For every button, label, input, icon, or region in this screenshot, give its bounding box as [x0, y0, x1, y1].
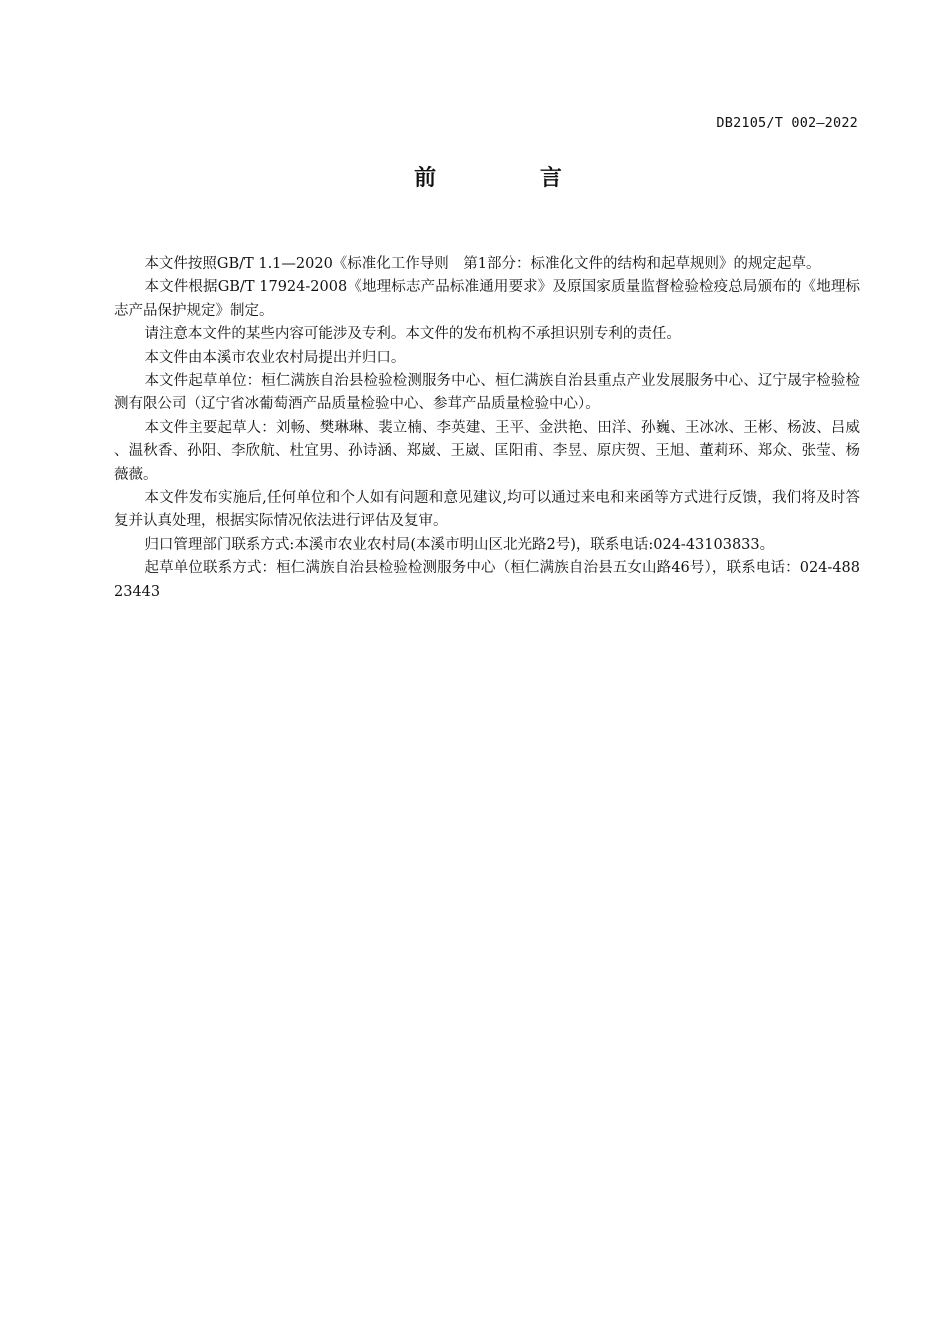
paragraph-drafting-units: 本文件起草单位：桓仁满族自治县检验检测服务中心、桓仁满族自治县重点产业发展服务中心、辽宁晟宇检验检测有限公司（辽宁省冰葡萄酒产品质量检验中心、参茸产品质量检验中心）。: [114, 373, 860, 413]
paragraph-feedback: 本文件发布实施后,任何单位和个人如有问题和意见建议,均可以通过来电和来函等方式进行反馈，我们将及时答复并认真处理，根据实际情况依法进行评估及复审。: [114, 490, 860, 530]
page-title: 前 言: [414, 166, 610, 191]
paragraph-formulation-basis: 本文件根据GB/T 17924-2008《地理标志产品标准通用要求》及原国家质量监督检验检疫总局颁布的《地理标志产品保护规定》制定。: [114, 279, 860, 319]
paragraph-patent-notice: 请注意本文件的某些内容可能涉及专利。本文件的发布机构不承担识别专利的责任。: [144, 326, 681, 343]
paragraph-standard-basis: 本文件按照GB/T 1.1—2020《标准化工作导则 第1部分：标准化文件的结构和起草规则》的规定起草。: [144, 256, 821, 272]
foreword-body: [114, 253, 860, 604]
paragraph-drafters: 本文件主要起草人：刘畅、樊琳琳、裴立楠、李英建、王平、金洪艳、田洋、孙巍、王冰冰、王彬、杨波、吕威、温秋香、孙阳、李欣航、杜宜男、孙诗涵、郑崴、王崴、匡阳甫、李昱、原庆贺、王旭、董莉环、郑众、张莹、杨薇薇。: [114, 419, 860, 483]
document-code: DB2105/T 002—2022: [716, 115, 858, 131]
paragraph-management-contact: 归口管理部门联系方式:本溪市农业农村局(本溪市明山区北光路2号)，联系电话:024-43103833。: [144, 536, 775, 553]
paragraph-proposer: 本文件由本溪市农业农村局提出并归口。: [144, 349, 406, 366]
paragraph-drafter-contact: 起草单位联系方式：桓仁满族自治县检验检测服务中心（桓仁满族自治县五女山路46号），联系电话：024-48823443: [114, 560, 860, 600]
